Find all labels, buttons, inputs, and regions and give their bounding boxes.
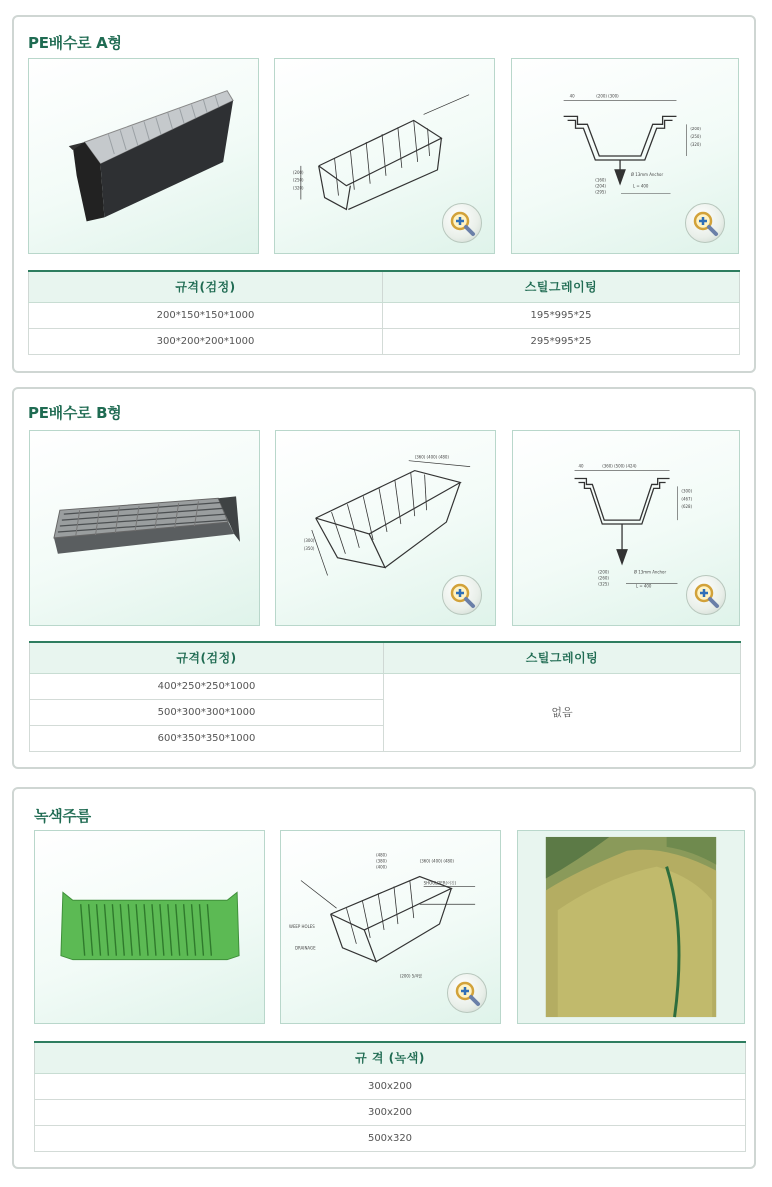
table-cell: 400*250*250*1000 <box>30 673 384 699</box>
svg-text:40: 40 <box>569 93 575 99</box>
table-row <box>35 1073 746 1099</box>
drawing-isometric-a <box>274 58 495 254</box>
merged-grating-cell: 없음 <box>384 673 741 751</box>
svg-text:(467): (467) <box>681 496 693 502</box>
table-cell: 500x320 <box>35 1125 746 1151</box>
svg-text:(200) (300): (200) (300) <box>596 93 619 99</box>
svg-text:Ø 13mm Anchor: Ø 13mm Anchor <box>633 569 667 575</box>
table-header-row <box>29 271 740 302</box>
zoom-in-magnifier-icon <box>687 576 727 616</box>
section-title: PE배수로 A형 <box>28 34 122 52</box>
green-corrugated-photo <box>35 831 264 1023</box>
table-header-row <box>30 642 741 673</box>
column-header: 규격(검정) <box>29 271 383 302</box>
zoom-button[interactable] <box>686 575 726 615</box>
spec-table <box>34 1041 746 1152</box>
drain-channel-photo <box>29 59 258 253</box>
zoom-button[interactable] <box>447 973 487 1013</box>
zoom-button[interactable] <box>442 575 482 615</box>
table-row <box>29 328 740 354</box>
table-row <box>35 1125 746 1151</box>
table-cell: 300x200 <box>35 1073 746 1099</box>
product-photo-b <box>29 430 260 626</box>
svg-text:L = 400: L = 400 <box>632 183 649 189</box>
drain-grating-photo <box>30 431 259 625</box>
table-row <box>29 302 740 328</box>
section-title: PE배수로 B형 <box>28 404 122 422</box>
section-pe-drain-b <box>12 387 756 769</box>
drawing-isometric-green <box>280 830 501 1024</box>
svg-text:WEEP HOLES: WEEP HOLES <box>289 923 315 929</box>
column-header: 규 격 (녹색) <box>35 1042 746 1073</box>
zoom-in-magnifier-icon <box>443 204 483 244</box>
svg-text:(380): (380) <box>376 858 387 864</box>
svg-text:(260): (260) <box>598 575 609 581</box>
svg-text:(320): (320) <box>292 185 304 191</box>
table-cell: 295*995*25 <box>383 328 740 354</box>
column-header: 스틸그레이팅 <box>383 271 740 302</box>
svg-text:DRAINAGE: DRAINAGE <box>294 945 316 951</box>
table-cell: 500*300*300*1000 <box>30 699 384 725</box>
table-row <box>35 1099 746 1125</box>
section-pe-drain-a <box>12 15 756 373</box>
spec-table <box>28 270 740 355</box>
svg-text:(320): (320) <box>690 142 701 148</box>
table-cell: 600*350*350*1000 <box>30 725 384 751</box>
svg-text:(360) (400) (480): (360) (400) (480) <box>414 454 449 460</box>
svg-text:40: 40 <box>578 463 584 469</box>
svg-text:L = 400: L = 400 <box>635 583 652 589</box>
column-header: 규격(검정) <box>30 642 384 673</box>
svg-text:SHOULDER(어깃): SHOULDER(어깃) <box>423 880 457 886</box>
spec-table <box>29 641 741 752</box>
section-title: 녹색주름 <box>34 807 91 825</box>
section-green-corrugated <box>12 787 756 1169</box>
zoom-in-magnifier-icon <box>443 576 483 616</box>
svg-text:(400): (400) <box>376 864 387 870</box>
svg-text:(325): (325) <box>598 581 609 587</box>
zoom-button[interactable] <box>685 203 725 243</box>
table-row <box>30 673 741 699</box>
svg-text:(295): (295) <box>595 189 606 195</box>
zoom-in-magnifier-icon <box>448 974 488 1014</box>
svg-text:Ø 13mm Anchor: Ø 13mm Anchor <box>630 171 664 177</box>
svg-text:(200): (200) <box>292 169 304 175</box>
grass-slope-photo <box>518 831 744 1023</box>
svg-text:(250): (250) <box>690 134 701 140</box>
drawing-section-a <box>511 58 739 254</box>
svg-text:(200): (200) <box>598 569 609 575</box>
table-cell: 300x200 <box>35 1099 746 1125</box>
installation-photo <box>517 830 745 1024</box>
svg-text:(360) (400) (480): (360) (400) (480) <box>419 858 454 864</box>
zoom-in-magnifier-icon <box>686 204 726 244</box>
zoom-button[interactable] <box>442 203 482 243</box>
svg-text:(250): (250) <box>292 177 304 183</box>
table-cell: 200*150*150*1000 <box>29 302 383 328</box>
svg-text:(628): (628) <box>681 504 693 510</box>
column-header: 스틸그레이팅 <box>384 642 741 673</box>
svg-text:(204): (204) <box>595 183 606 189</box>
svg-text:(350): (350) <box>303 545 315 551</box>
svg-text:(200) 5/4앬: (200) 5/4앬 <box>399 973 422 979</box>
product-photo-a <box>28 58 259 254</box>
product-photo-green <box>34 830 265 1024</box>
svg-text:(300): (300) <box>303 537 315 543</box>
svg-text:(160): (160) <box>595 177 606 183</box>
drawing-isometric-b <box>275 430 496 626</box>
svg-text:(200): (200) <box>690 126 701 132</box>
svg-text:(480): (480) <box>376 852 387 858</box>
svg-text:(300): (300) <box>681 488 693 494</box>
table-header-row <box>35 1042 746 1073</box>
drawing-section-b <box>512 430 740 626</box>
svg-text:(360) (500) (424): (360) (500) (424) <box>602 463 637 469</box>
table-cell: 195*995*25 <box>383 302 740 328</box>
table-cell: 300*200*200*1000 <box>29 328 383 354</box>
